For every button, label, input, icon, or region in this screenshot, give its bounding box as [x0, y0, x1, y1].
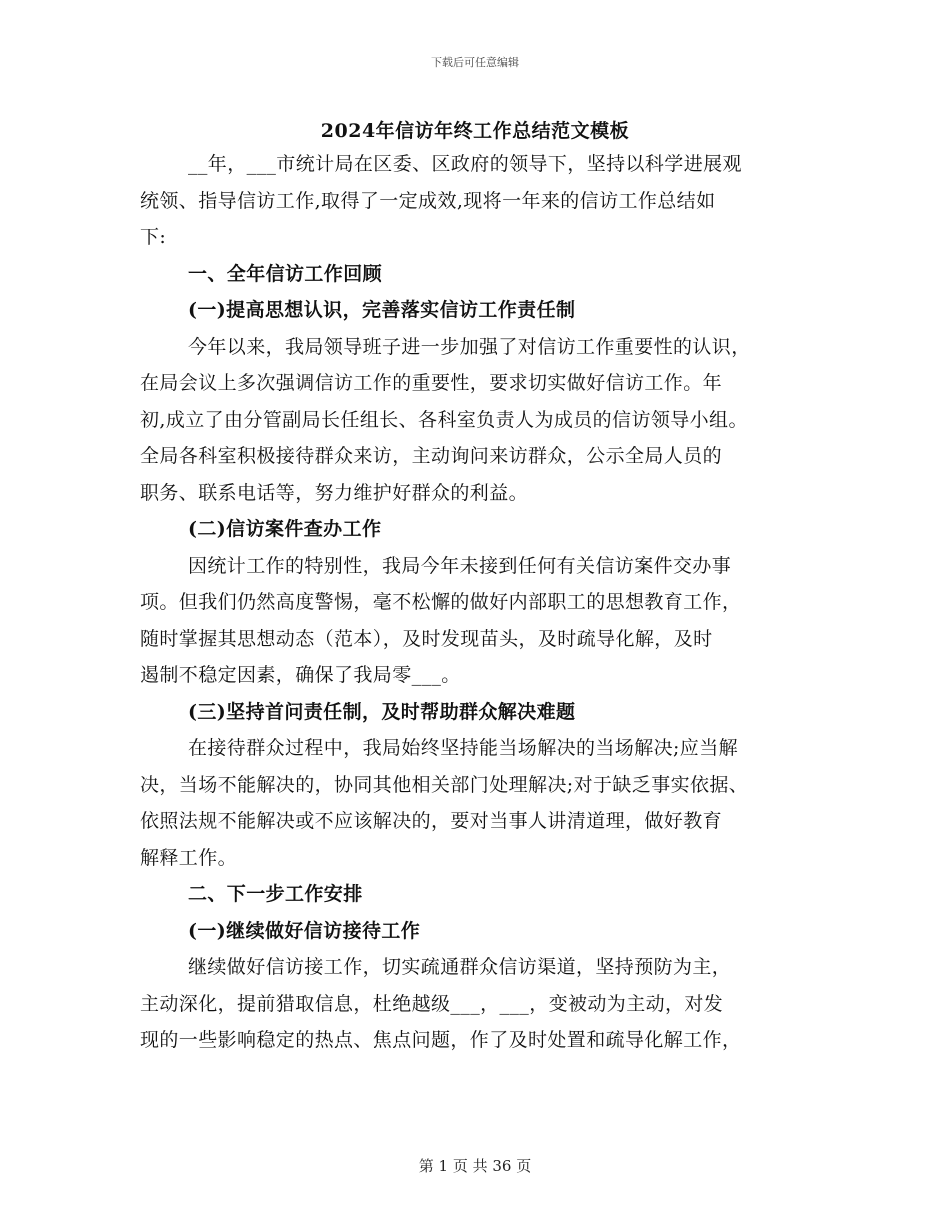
body-line-12: 因统计工作的特别性，我局今年未接到任何有关信访案件交办事	[188, 554, 732, 577]
body-line-24: 主动深化，提前猎取信息，杜绝越级___，___，变被动为主动，对发	[140, 992, 724, 1015]
body-line-2: 统领、指导信访工作,取得了一定成效,现将一年来的信访工作总结如	[140, 189, 716, 212]
page-number-footer: 第 1 页 共 36 页	[418, 1157, 532, 1175]
body-line-23: 继续做好信访接工作，切实疏通群众信访渠道，坚持预防为主，	[188, 956, 732, 978]
body-line-3: 下:	[140, 226, 167, 248]
subsection-heading-2-1: (一)继续做好信访接待工作	[188, 919, 421, 942]
subsection-heading-1-2: (二)信访案件查办工作	[188, 518, 382, 540]
body-line-1: __年，___市统计局在区委、区政府的领导下，坚持以科学进展观	[188, 153, 742, 175]
body-line-20: 解释工作。	[140, 846, 238, 869]
page-header-note: 下载后可任意编辑	[431, 56, 519, 69]
body-line-10: 职务、联系电话等，努力维护好群众的利益。	[140, 481, 529, 504]
body-line-7: 在局会议上多次强调信访工作的重要性，要求切实做好信访工作。年	[140, 372, 723, 394]
body-line-13: 项。但我们仍然高度警惕，毫不松懈的做好内部职工的思想教育工作，	[140, 591, 742, 613]
subsection-heading-1-1: (一)提高思想认识，完善落实信访工作责任制	[188, 299, 576, 321]
section-heading-2: 二、下一步工作安排	[188, 883, 363, 905]
body-line-15: 遏制不稳定因素，确保了我局零___。	[140, 664, 461, 686]
body-line-17: 在接待群众过程中，我局始终坚持能当场解决的当场解决;应当解	[188, 737, 739, 759]
document-body	[140, 146, 820, 1059]
body-line-14: 随时掌握其思想动态（范本），及时发现苗头，及时疏导化解，及时	[140, 627, 713, 650]
body-line-25: 现的一些影响稳定的热点、焦点问题，作了及时处置和疏导化解工作，	[140, 1029, 742, 1051]
section-heading-1: 一、全年信访工作回顾	[188, 262, 383, 285]
body-line-9: 全局各科室积极接待群众来访，主动询问来访群众，公示全局人员的	[140, 445, 723, 467]
subsection-heading-1-3: (三)坚持首问责任制，及时帮助群众解决难题	[188, 700, 576, 723]
document-title: 2024年信访年终工作总结范文模板	[320, 120, 630, 142]
body-line-19: 依照法规不能解决或不应该解决的，要对当事人讲清道理，做好教育	[140, 810, 723, 832]
body-line-18: 决，当场不能解决的，协同其他相关部门处理解决;对于缺乏事实依据、	[140, 773, 749, 796]
body-line-6: 今年以来，我局领导班子进一步加强了对信访工作重要性的认识，	[188, 335, 751, 358]
body-line-8: 初,成立了由分管副局长任组长、各科室负责人为成员的信访领导小组。	[140, 408, 748, 431]
